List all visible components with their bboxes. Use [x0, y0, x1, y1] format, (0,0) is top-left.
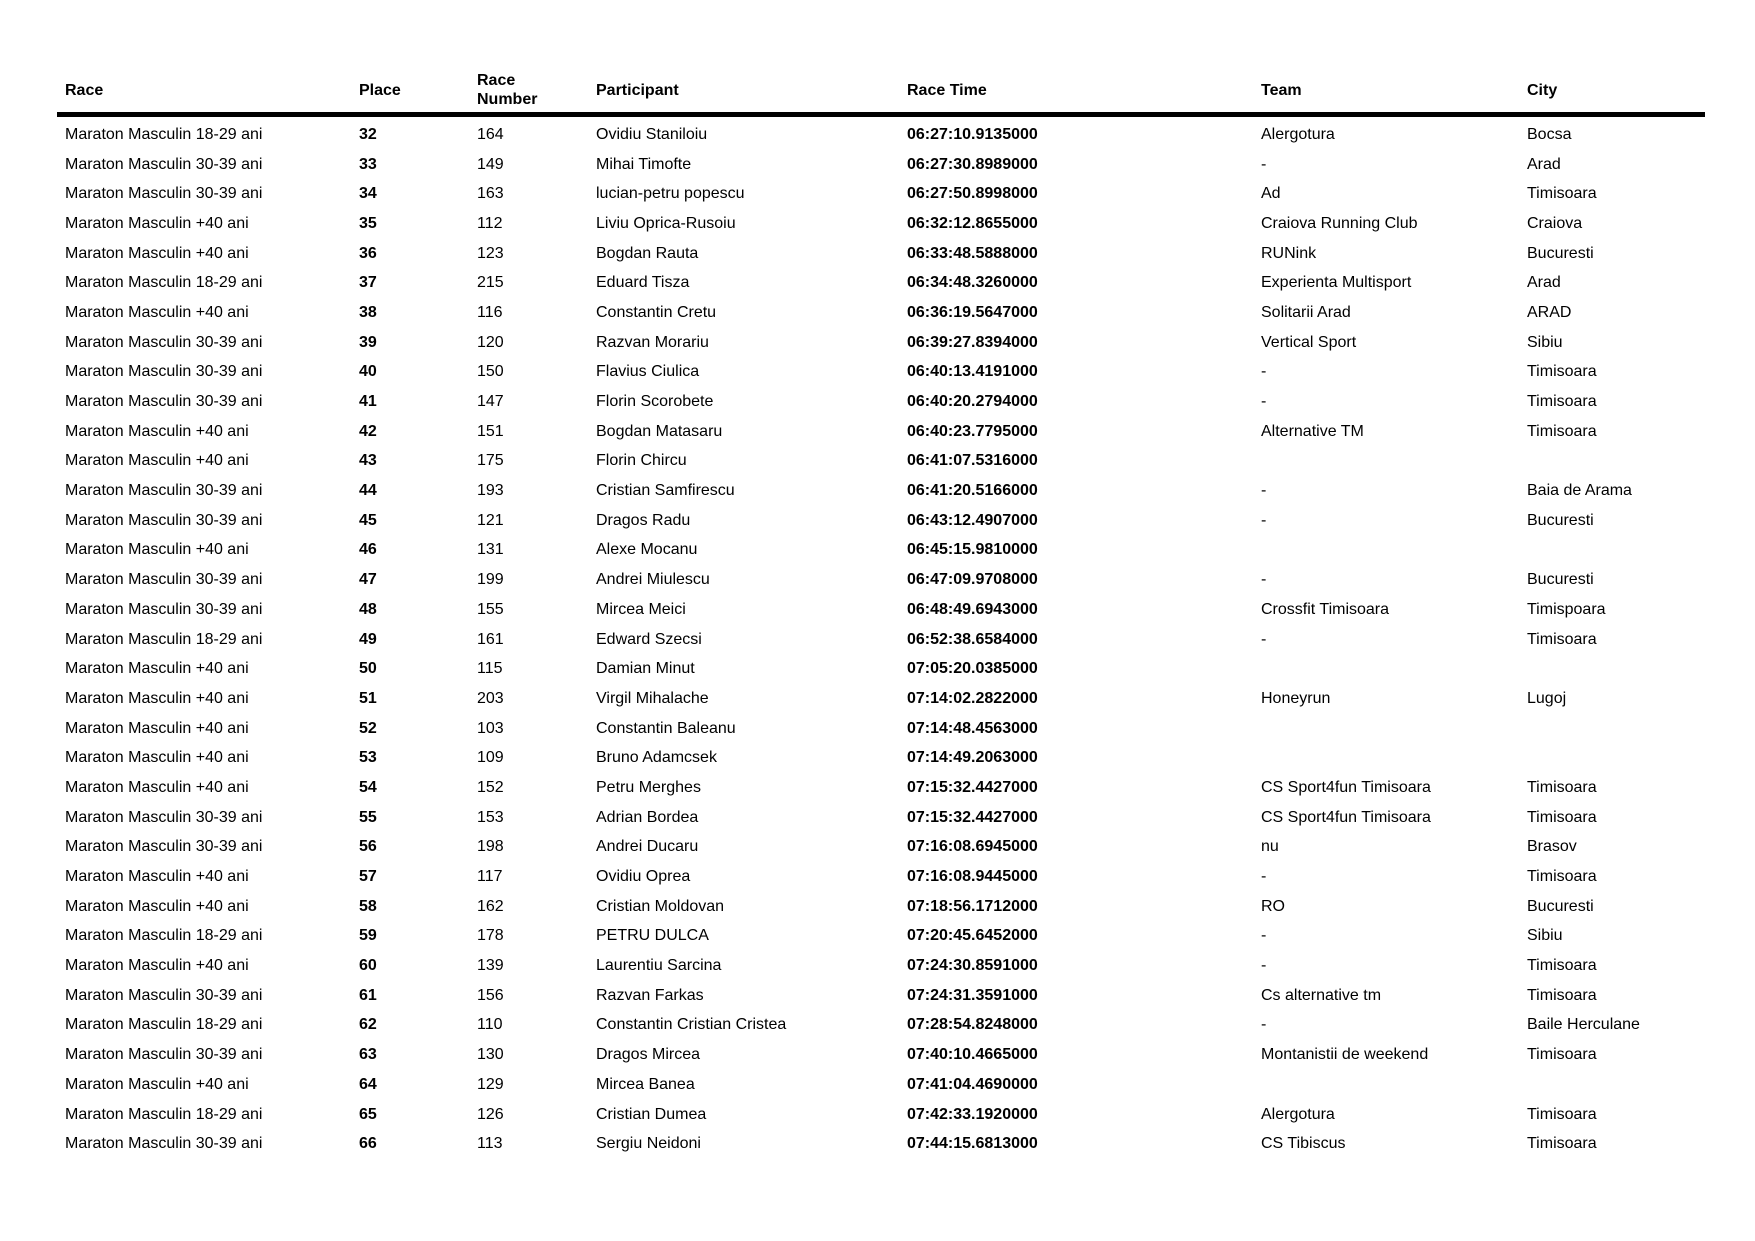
participant-cell: Mircea Banea: [596, 1075, 695, 1093]
race-time-cell: 07:41:04.4690000: [907, 1075, 1038, 1093]
city-cell: [1519, 654, 1705, 684]
place-cell: 56: [359, 838, 377, 856]
race-number-cell: 150: [477, 363, 504, 381]
participant-cell: Razvan Morariu: [596, 333, 709, 351]
place-cell: 48: [359, 600, 377, 618]
race-time-cell: 07:24:30.8591000: [907, 957, 1038, 975]
race-number-cell: 203: [477, 689, 504, 707]
race-number-cell: 199: [477, 571, 504, 589]
race-cell: Maraton Masculin 30-39 ani: [65, 571, 263, 589]
participant-cell: Dragos Radu: [596, 511, 691, 529]
race-number-cell: 152: [477, 778, 504, 796]
place-cell: 58: [359, 897, 377, 915]
race-time-cell: 06:33:48.5888000: [907, 244, 1038, 262]
place-cell: 60: [359, 957, 377, 975]
table-row: [57, 179, 1705, 209]
race-number-cell: 103: [477, 719, 504, 737]
place-cell: 32: [359, 125, 377, 143]
participant-cell: Ovidiu Oprea: [596, 868, 691, 886]
team-cell: Solitarii Arad: [1261, 303, 1351, 321]
results-table-body: [57, 115, 1705, 1160]
table-row: [57, 536, 1705, 566]
table-row: [57, 417, 1705, 447]
header-place: Place: [351, 68, 469, 115]
table-row: [57, 506, 1705, 536]
team-cell: -: [1261, 482, 1267, 500]
race-number-cell: 117: [477, 868, 503, 886]
place-cell: 63: [359, 1046, 377, 1064]
team-cell: -: [1261, 1016, 1267, 1034]
race-number-cell: 120: [477, 333, 504, 351]
team-cell: -: [1261, 630, 1267, 648]
participant-cell: Eduard Tisza: [596, 274, 690, 292]
place-cell: 50: [359, 660, 377, 678]
city-cell: Timisoara: [1527, 1046, 1597, 1064]
race-cell: Maraton Masculin 30-39 ani: [65, 482, 263, 500]
city-cell: Timisoara: [1527, 778, 1597, 796]
team-cell: Cs alternative tm: [1261, 986, 1382, 1004]
race-number-cell: 156: [477, 986, 504, 1004]
place-cell: 46: [359, 541, 377, 559]
race-cell: Maraton Masculin +40 ani: [65, 719, 249, 737]
place-cell: 51: [359, 689, 377, 707]
place-cell: 55: [359, 808, 377, 826]
participant-cell: Constantin Cristian Cristea: [596, 1016, 787, 1034]
race-cell: Maraton Masculin +40 ani: [65, 868, 249, 886]
participant-cell: Florin Scorobete: [596, 393, 714, 411]
race-cell: Maraton Masculin 30-39 ani: [65, 838, 263, 856]
place-cell: 43: [359, 452, 377, 470]
team-cell: [1253, 743, 1519, 773]
race-cell: Maraton Masculin +40 ani: [65, 957, 249, 975]
race-cell: Maraton Masculin +40 ani: [65, 778, 249, 796]
race-time-cell: 06:40:20.2794000: [907, 393, 1038, 411]
city-cell: ARAD: [1527, 303, 1572, 321]
place-cell: 44: [359, 482, 377, 500]
race-time-cell: 06:48:49.6943000: [907, 600, 1038, 618]
race-cell: Maraton Masculin +40 ani: [65, 1075, 249, 1093]
table-row: [57, 922, 1705, 952]
table-row: [57, 447, 1705, 477]
participant-cell: Sergiu Neidoni: [596, 1135, 701, 1153]
city-cell: Baia de Arama: [1527, 482, 1632, 500]
race-time-cell: 07:24:31.3591000: [907, 986, 1038, 1004]
race-time-cell: 06:27:50.8998000: [907, 185, 1038, 203]
city-cell: [1519, 1070, 1705, 1100]
place-cell: 41: [359, 393, 377, 411]
place-cell: 53: [359, 749, 377, 767]
city-cell: Bucuresti: [1527, 511, 1594, 529]
team-cell: [1253, 536, 1519, 566]
race-cell: Maraton Masculin +40 ani: [65, 452, 249, 470]
city-cell: Timisoara: [1527, 1105, 1597, 1123]
team-cell: CS Tibiscus: [1261, 1135, 1346, 1153]
race-cell: Maraton Masculin 30-39 ani: [65, 363, 263, 381]
team-cell: Ad: [1261, 185, 1281, 203]
race-number-cell: 129: [477, 1075, 504, 1093]
table-row: [57, 892, 1705, 922]
header-race-number-line1: Race: [477, 72, 516, 89]
race-number-cell: 198: [477, 838, 504, 856]
participant-cell: Razvan Farkas: [596, 986, 704, 1004]
race-time-cell: 06:27:10.9135000: [907, 125, 1038, 143]
race-number-cell: 193: [477, 482, 504, 500]
table-row: [57, 743, 1705, 773]
race-time-cell: 07:14:48.4563000: [907, 719, 1038, 737]
race-number-cell: 164: [477, 125, 504, 143]
participant-cell: Bruno Adamcsek: [596, 749, 717, 767]
place-cell: 47: [359, 571, 377, 589]
team-cell: -: [1261, 511, 1267, 529]
city-cell: Timisoara: [1527, 986, 1597, 1004]
team-cell: -: [1261, 571, 1267, 589]
race-cell: Maraton Masculin 30-39 ani: [65, 808, 263, 826]
race-time-cell: 07:14:49.2063000: [907, 749, 1038, 767]
race-cell: Maraton Masculin 30-39 ani: [65, 155, 263, 173]
team-cell: RO: [1261, 897, 1285, 915]
participant-cell: Andrei Miulescu: [596, 571, 710, 589]
team-cell: Alergotura: [1261, 1105, 1335, 1123]
place-cell: 45: [359, 511, 377, 529]
participant-cell: Mihai Timofte: [596, 155, 692, 173]
participant-cell: Constantin Baleanu: [596, 719, 736, 737]
race-cell: Maraton Masculin +40 ani: [65, 244, 249, 262]
place-cell: 40: [359, 363, 377, 381]
race-time-cell: 06:40:13.4191000: [907, 363, 1038, 381]
place-cell: 35: [359, 214, 377, 232]
race-time-cell: 06:40:23.7795000: [907, 422, 1038, 440]
race-number-cell: 149: [477, 155, 504, 173]
team-cell: [1253, 1070, 1519, 1100]
table-row: [57, 1100, 1705, 1130]
team-cell: CS Sport4fun Timisoara: [1261, 778, 1431, 796]
place-cell: 66: [359, 1135, 377, 1153]
race-time-cell: 06:34:48.3260000: [907, 274, 1038, 292]
participant-cell: Liviu Oprica-Rusoiu: [596, 214, 736, 232]
race-cell: Maraton Masculin 30-39 ani: [65, 1046, 263, 1064]
race-cell: Maraton Masculin 30-39 ani: [65, 333, 263, 351]
race-cell: Maraton Masculin +40 ani: [65, 749, 249, 767]
city-cell: Arad: [1527, 155, 1561, 173]
race-cell: Maraton Masculin +40 ani: [65, 541, 249, 559]
header-participant: Participant: [588, 68, 899, 115]
participant-cell: Petru Merghes: [596, 778, 701, 796]
race-number-cell: 116: [477, 303, 503, 321]
team-cell: [1253, 714, 1519, 744]
place-cell: 39: [359, 333, 377, 351]
place-cell: 49: [359, 630, 377, 648]
team-cell: CS Sport4fun Timisoara: [1261, 808, 1431, 826]
table-row: [57, 565, 1705, 595]
results-table-header: [57, 68, 1705, 115]
table-row: [57, 1011, 1705, 1041]
city-cell: Baile Herculane: [1527, 1016, 1640, 1034]
race-time-cell: 07:16:08.6945000: [907, 838, 1038, 856]
team-cell: [1253, 447, 1519, 477]
race-time-cell: 06:36:19.5647000: [907, 303, 1038, 321]
team-cell: nu: [1261, 838, 1279, 856]
race-time-cell: 07:18:56.1712000: [907, 897, 1038, 915]
race-cell: Maraton Masculin +40 ani: [65, 303, 249, 321]
team-cell: Craiova Running Club: [1261, 214, 1418, 232]
table-row: [57, 209, 1705, 239]
city-cell: Sibiu: [1527, 927, 1563, 945]
race-cell: Maraton Masculin 30-39 ani: [65, 1135, 263, 1153]
header-race-time: Race Time: [899, 68, 1253, 115]
participant-cell: Flavius Ciulica: [596, 363, 700, 381]
place-cell: 57: [359, 868, 377, 886]
place-cell: 33: [359, 155, 377, 173]
race-number-cell: 163: [477, 185, 504, 203]
team-cell: Alternative TM: [1261, 422, 1364, 440]
city-cell: [1519, 536, 1705, 566]
participant-cell: Andrei Ducaru: [596, 838, 699, 856]
race-time-cell: 06:52:38.6584000: [907, 630, 1038, 648]
header-race-number: [469, 68, 588, 115]
race-cell: Maraton Masculin +40 ani: [65, 214, 249, 232]
team-cell: -: [1261, 155, 1267, 173]
table-row: [57, 358, 1705, 388]
table-row: [57, 803, 1705, 833]
race-number-cell: 112: [477, 214, 503, 232]
race-time-cell: 06:41:07.5316000: [907, 452, 1038, 470]
city-cell: Timisoara: [1527, 363, 1597, 381]
header-race-number-line2: Number: [477, 91, 538, 108]
team-cell: Honeyrun: [1261, 689, 1331, 707]
participant-cell: PETRU DULCA: [596, 927, 709, 945]
table-row: [57, 981, 1705, 1011]
race-time-cell: 07:14:02.2822000: [907, 689, 1038, 707]
race-time-cell: 06:27:30.8989000: [907, 155, 1038, 173]
city-cell: Timisoara: [1527, 1135, 1597, 1153]
race-number-cell: 109: [477, 749, 504, 767]
table-row: [57, 951, 1705, 981]
city-cell: [1519, 447, 1705, 477]
race-number-cell: 151: [477, 422, 504, 440]
table-row: [57, 1070, 1705, 1100]
team-cell: Crossfit Timisoara: [1261, 600, 1390, 618]
place-cell: 62: [359, 1016, 377, 1034]
race-time-cell: 06:32:12.8655000: [907, 214, 1038, 232]
team-cell: -: [1261, 363, 1267, 381]
table-row: [57, 239, 1705, 269]
place-cell: 37: [359, 274, 377, 292]
city-cell: Timisoara: [1527, 868, 1597, 886]
place-cell: 34: [359, 185, 377, 203]
table-row: [57, 654, 1705, 684]
race-number-cell: 162: [477, 897, 504, 915]
table-row: [57, 625, 1705, 655]
race-time-cell: 07:16:08.9445000: [907, 868, 1038, 886]
team-cell: -: [1261, 927, 1267, 945]
race-number-cell: 123: [477, 244, 504, 262]
results-table: [57, 68, 1705, 1159]
city-cell: Timisoara: [1527, 808, 1597, 826]
race-time-cell: 07:28:54.8248000: [907, 1016, 1038, 1034]
table-row: [57, 115, 1705, 150]
table-row: [57, 268, 1705, 298]
participant-cell: Edward Szecsi: [596, 630, 702, 648]
team-cell: Experienta Multisport: [1261, 274, 1412, 292]
table-row: [57, 476, 1705, 506]
participant-cell: Virgil Mihalache: [596, 689, 709, 707]
participant-cell: Bogdan Matasaru: [596, 422, 723, 440]
place-cell: 64: [359, 1075, 377, 1093]
place-cell: 65: [359, 1105, 377, 1123]
race-number-cell: 147: [477, 393, 504, 411]
table-row: [57, 387, 1705, 417]
place-cell: 54: [359, 778, 377, 796]
participant-cell: Cristian Dumea: [596, 1105, 707, 1123]
race-cell: Maraton Masculin 30-39 ani: [65, 511, 263, 529]
city-cell: [1519, 714, 1705, 744]
participant-cell: Cristian Moldovan: [596, 897, 725, 915]
city-cell: Bucuresti: [1527, 571, 1594, 589]
race-cell: Maraton Masculin 18-29 ani: [65, 1105, 263, 1123]
race-cell: Maraton Masculin 18-29 ani: [65, 125, 263, 143]
race-cell: Maraton Masculin +40 ani: [65, 422, 249, 440]
team-cell: Montanistii de weekend: [1261, 1046, 1429, 1064]
race-number-cell: 153: [477, 808, 504, 826]
participant-cell: Florin Chircu: [596, 452, 687, 470]
place-cell: 42: [359, 422, 377, 440]
race-cell: Maraton Masculin 18-29 ani: [65, 274, 263, 292]
table-row: [57, 1129, 1705, 1159]
participant-cell: Mircea Meici: [596, 600, 686, 618]
city-cell: Timisoara: [1527, 630, 1597, 648]
race-cell: Maraton Masculin 18-29 ani: [65, 630, 263, 648]
city-cell: Bucuresti: [1527, 244, 1594, 262]
city-cell: Timispoara: [1527, 600, 1606, 618]
race-number-cell: 155: [477, 600, 504, 618]
team-cell: RUNink: [1261, 244, 1317, 262]
place-cell: 38: [359, 303, 377, 321]
team-cell: -: [1261, 957, 1267, 975]
race-time-cell: 07:40:10.4665000: [907, 1046, 1038, 1064]
race-cell: Maraton Masculin +40 ani: [65, 660, 249, 678]
city-cell: [1519, 743, 1705, 773]
place-cell: 61: [359, 986, 377, 1004]
table-row: [57, 773, 1705, 803]
race-number-cell: 178: [477, 927, 504, 945]
race-time-cell: 06:39:27.8394000: [907, 333, 1038, 351]
participant-cell: Bogdan Rauta: [596, 244, 699, 262]
race-time-cell: 06:47:09.9708000: [907, 571, 1038, 589]
header-team: Team: [1253, 68, 1519, 115]
race-number-cell: 126: [477, 1105, 504, 1123]
race-number-cell: 130: [477, 1046, 504, 1064]
race-time-cell: 06:43:12.4907000: [907, 511, 1038, 529]
race-number-cell: 113: [477, 1135, 503, 1153]
race-number-cell: 110: [477, 1016, 503, 1034]
race-number-cell: 139: [477, 957, 504, 975]
place-cell: 52: [359, 719, 377, 737]
race-time-cell: 07:15:32.4427000: [907, 808, 1038, 826]
city-cell: Arad: [1527, 274, 1561, 292]
city-cell: Timisoara: [1527, 422, 1597, 440]
participant-cell: Alexe Mocanu: [596, 541, 698, 559]
city-cell: Timisoara: [1527, 185, 1597, 203]
city-cell: Bocsa: [1527, 125, 1572, 143]
table-row: [57, 862, 1705, 892]
race-number-cell: 131: [477, 541, 504, 559]
race-cell: Maraton Masculin 30-39 ani: [65, 185, 263, 203]
race-number-cell: 175: [477, 452, 504, 470]
city-cell: Timisoara: [1527, 957, 1597, 975]
race-cell: Maraton Masculin +40 ani: [65, 689, 249, 707]
team-cell: [1253, 654, 1519, 684]
race-cell: Maraton Masculin 30-39 ani: [65, 986, 263, 1004]
table-row: [57, 684, 1705, 714]
city-cell: Lugoj: [1527, 689, 1567, 707]
table-row: [57, 328, 1705, 358]
header-race: Race: [57, 68, 351, 115]
table-row: [57, 298, 1705, 328]
race-time-cell: 07:44:15.6813000: [907, 1135, 1038, 1153]
table-row: [57, 150, 1705, 180]
participant-cell: Ovidiu Staniloiu: [596, 125, 708, 143]
participant-cell: Adrian Bordea: [596, 808, 699, 826]
race-cell: Maraton Masculin +40 ani: [65, 897, 249, 915]
race-number-cell: 161: [477, 630, 504, 648]
race-time-cell: 07:42:33.1920000: [907, 1105, 1038, 1123]
race-cell: Maraton Masculin 30-39 ani: [65, 393, 263, 411]
table-row: [57, 714, 1705, 744]
table-row: [57, 833, 1705, 863]
race-number-cell: 115: [477, 660, 503, 678]
table-row: [57, 595, 1705, 625]
participant-cell: Dragos Mircea: [596, 1046, 701, 1064]
participant-cell: Damian Minut: [596, 660, 695, 678]
header-row: [57, 68, 1705, 115]
race-time-cell: 07:15:32.4427000: [907, 778, 1038, 796]
race-number-cell: 121: [477, 511, 504, 529]
place-cell: 36: [359, 244, 377, 262]
participant-cell: lucian-petru popescu: [596, 185, 745, 203]
race-time-cell: 06:41:20.5166000: [907, 482, 1038, 500]
participant-cell: Laurentiu Sarcina: [596, 957, 722, 975]
team-cell: -: [1261, 393, 1267, 411]
city-cell: Bucuresti: [1527, 897, 1594, 915]
city-cell: Brasov: [1527, 838, 1577, 856]
team-cell: Vertical Sport: [1261, 333, 1357, 351]
participant-cell: Constantin Cretu: [596, 303, 717, 321]
table-row: [57, 1040, 1705, 1070]
race-cell: Maraton Masculin 18-29 ani: [65, 927, 263, 945]
city-cell: Timisoara: [1527, 393, 1597, 411]
race-cell: Maraton Masculin 18-29 ani: [65, 1016, 263, 1034]
race-time-cell: 07:20:45.6452000: [907, 927, 1038, 945]
city-cell: Craiova: [1527, 214, 1583, 232]
race-time-cell: 07:05:20.0385000: [907, 660, 1038, 678]
team-cell: Alergotura: [1261, 125, 1335, 143]
city-cell: Sibiu: [1527, 333, 1563, 351]
participant-cell: Cristian Samfirescu: [596, 482, 735, 500]
race-cell: Maraton Masculin 30-39 ani: [65, 600, 263, 618]
race-number-cell: 215: [477, 274, 504, 292]
place-cell: 59: [359, 927, 377, 945]
header-city: City: [1519, 68, 1705, 115]
team-cell: -: [1261, 868, 1267, 886]
race-time-cell: 06:45:15.9810000: [907, 541, 1038, 559]
